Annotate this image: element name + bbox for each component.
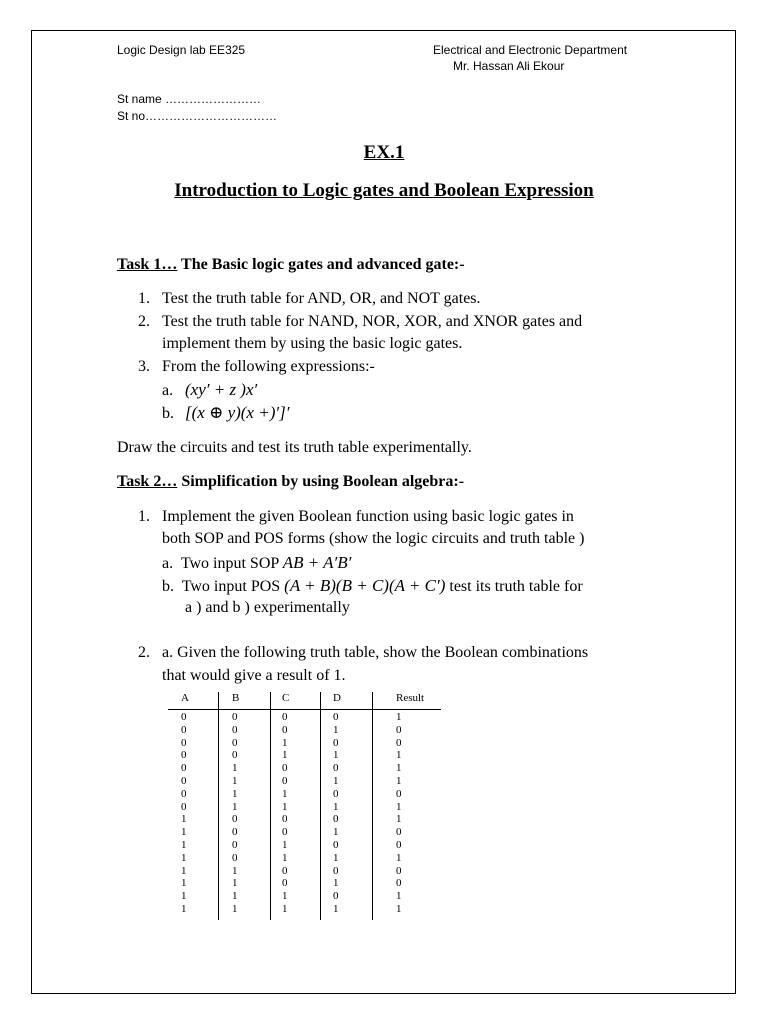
truth-table-cell: 1 bbox=[282, 903, 288, 915]
truth-table-cell: 1 bbox=[333, 903, 339, 915]
truth-table-cell: 1 bbox=[282, 787, 288, 800]
truth-table-cell: 1 bbox=[396, 800, 402, 813]
task2-heading bbox=[117, 473, 464, 491]
expr-b: [(x ⊕ y)(x +)′]′ bbox=[185, 403, 290, 422]
truth-table-cell: 1 bbox=[333, 775, 339, 787]
truth-table-cell: 1 bbox=[333, 851, 339, 864]
department-label: Electrical and Electronic Department bbox=[433, 43, 628, 57]
pos-label: b. bbox=[162, 578, 174, 595]
truth-table-cell: 0 bbox=[181, 800, 187, 813]
task1-heading bbox=[117, 256, 465, 274]
truth-table-cell: 0 bbox=[396, 839, 402, 851]
task2-item-num-2: 2. bbox=[138, 644, 150, 661]
truth-table-cell: 1 bbox=[181, 877, 187, 890]
truth-table-header-result: Result bbox=[396, 692, 425, 704]
truth-table-cell: 0 bbox=[282, 711, 288, 723]
truth-table-cell: 0 bbox=[333, 787, 339, 800]
truth-table-cell: 1 bbox=[232, 903, 238, 915]
student-name-field[interactable]: St name …………………… bbox=[117, 92, 262, 106]
pos-line-cont: a ) and b ) experimentally bbox=[185, 599, 350, 616]
task2-item-2-cont: that would give a result of 1. bbox=[162, 667, 346, 684]
truth-table-cell: 1 bbox=[396, 890, 402, 903]
truth-table-cell: 0 bbox=[181, 787, 187, 800]
truth-table-cell: 1 bbox=[232, 890, 238, 903]
pos-line bbox=[162, 576, 583, 596]
truth-table-cell: 1 bbox=[181, 864, 187, 877]
truth-table-cell: 0 bbox=[396, 787, 402, 800]
truth-table-cell: 1 bbox=[282, 749, 288, 762]
truth-table-cell: 1 bbox=[181, 826, 187, 839]
truth-table-cell: 0 bbox=[396, 877, 402, 890]
truth-table-cell: 0 bbox=[333, 839, 339, 851]
truth-table-cell: 1 bbox=[333, 800, 339, 813]
truth-table-cell: 0 bbox=[333, 762, 339, 775]
sop-expr: AB + A′B′ bbox=[282, 553, 352, 572]
task2-item-1-cont: both SOP and POS forms (show the logic circuits and truth table ) bbox=[162, 530, 585, 547]
truth-table-cell: 0 bbox=[181, 775, 187, 787]
pos-text: Two input POS bbox=[181, 578, 285, 595]
task1-label: Task 1… bbox=[117, 256, 178, 273]
truth-table-cell: 0 bbox=[333, 736, 339, 749]
task1-draw-instruction: Draw the circuits and test its truth table experimentally. bbox=[117, 439, 472, 456]
truth-table-cell: 0 bbox=[333, 864, 339, 877]
task2-item-2: a. Given the following truth table, show the Boolean combinations bbox=[162, 644, 589, 661]
truth-table-cell: 0 bbox=[396, 736, 402, 749]
truth-table-cell: 1 bbox=[396, 775, 402, 787]
truth-table-cell: 1 bbox=[333, 723, 339, 736]
truth-table-cell: 0 bbox=[181, 749, 187, 762]
truth-table-cell: 0 bbox=[333, 890, 339, 903]
truth-table-cell: 1 bbox=[396, 851, 402, 864]
truth-table-cell: 1 bbox=[181, 903, 187, 915]
truth-table-cell: 0 bbox=[232, 749, 238, 762]
task1-item-2-cont: implement them by using the basic logic gates. bbox=[162, 335, 463, 352]
sop-text: Two input SOP bbox=[180, 555, 283, 572]
truth-table-cell: 1 bbox=[282, 839, 288, 851]
truth-table-cell: 0 bbox=[282, 762, 288, 775]
truth-table-cell: 0 bbox=[232, 839, 238, 851]
truth-table-cell: 1 bbox=[333, 749, 339, 762]
truth-table-cell: 0 bbox=[232, 736, 238, 749]
truth-table-cell: 0 bbox=[396, 826, 402, 839]
expr-b-label: b. bbox=[162, 405, 174, 422]
task1-item-num-2: 2. bbox=[138, 313, 150, 330]
sop-line bbox=[162, 553, 351, 573]
student-number-field[interactable]: St no…………………………… bbox=[117, 109, 278, 123]
truth-table-cell: 0 bbox=[282, 813, 288, 826]
truth-table-cell: 0 bbox=[282, 877, 288, 890]
truth-table-header-d: D bbox=[333, 692, 341, 704]
page-title: Introduction to Logic gates and Boolean Expression bbox=[174, 180, 594, 201]
truth-table-cell: 0 bbox=[181, 711, 187, 723]
truth-table-cell: 1 bbox=[232, 787, 238, 800]
truth-table-cell: 0 bbox=[232, 826, 238, 839]
truth-table-cell: 1 bbox=[232, 864, 238, 877]
task1-item-2: Test the truth table for NAND, NOR, XOR, and XNOR gates and bbox=[162, 313, 583, 330]
task1-item-3: From the following expressions:- bbox=[162, 358, 375, 375]
truth-table-header-b: B bbox=[232, 692, 240, 704]
sop-label: a. bbox=[162, 555, 174, 572]
expr-a: (xy′ + z )x′ bbox=[185, 380, 258, 399]
truth-table-cell: 0 bbox=[282, 864, 288, 877]
truth-table-cell: 1 bbox=[396, 711, 402, 723]
task1-item-1: Test the truth table for AND, OR, and NOT gates. bbox=[162, 290, 481, 307]
truth-table-cell: 1 bbox=[181, 813, 187, 826]
truth-table-cell: 0 bbox=[282, 775, 288, 787]
truth-table-cell: 1 bbox=[282, 736, 288, 749]
instructor-label: Mr. Hassan Ali Ekour bbox=[453, 59, 565, 73]
truth-table-cell: 0 bbox=[282, 723, 288, 736]
pos-tail: test its truth table for bbox=[445, 578, 583, 595]
pos-expr: (A + B)(B + C)(A + C′) bbox=[284, 576, 446, 595]
truth-table-cell: 0 bbox=[181, 762, 187, 775]
truth-table-cell: 1 bbox=[181, 890, 187, 903]
truth-table-cell: 1 bbox=[333, 877, 339, 890]
truth-table-header-a: A bbox=[181, 692, 189, 704]
course-label: Logic Design lab EE325 bbox=[117, 43, 246, 57]
truth-table-cell: 0 bbox=[232, 813, 238, 826]
truth-table-cell: 0 bbox=[333, 711, 339, 723]
truth-table-cell: 1 bbox=[396, 749, 402, 762]
task1-item-num-1: 1. bbox=[138, 290, 150, 307]
truth-table-cell: 0 bbox=[396, 864, 402, 877]
truth-table-cell: 1 bbox=[181, 851, 187, 864]
truth-table-cell: 0 bbox=[181, 723, 187, 736]
truth-table-cell: 0 bbox=[232, 723, 238, 736]
truth-table-cell: 1 bbox=[232, 775, 238, 787]
task2-title: Simplification by using Boolean algebra:- bbox=[177, 473, 465, 490]
task1-title: The Basic logic gates and advanced gate:- bbox=[177, 256, 465, 273]
exercise-number: EX.1 bbox=[363, 142, 405, 163]
truth-table-cell: 1 bbox=[232, 877, 238, 890]
truth-table-cell: 1 bbox=[396, 903, 402, 915]
truth-table-cell: 1 bbox=[282, 800, 288, 813]
truth-table-cell: 0 bbox=[396, 723, 402, 736]
truth-table-cell: 0 bbox=[232, 711, 238, 723]
truth-table-cell: 1 bbox=[181, 839, 187, 851]
task1-item-num-3: 3. bbox=[138, 358, 150, 375]
truth-table-cell: 0 bbox=[181, 736, 187, 749]
truth-table-header-c: C bbox=[282, 692, 290, 704]
truth-table-cell: 1 bbox=[333, 826, 339, 839]
truth-table-cell: 0 bbox=[232, 851, 238, 864]
truth-table-cell: 1 bbox=[282, 851, 288, 864]
truth-table-cell: 0 bbox=[333, 813, 339, 826]
truth-table-cell: 1 bbox=[396, 762, 402, 775]
truth-table-cell: 1 bbox=[282, 890, 288, 903]
task2-item-1: Implement the given Boolean function using basic logic gates in bbox=[162, 508, 574, 525]
truth-table-cell: 0 bbox=[282, 826, 288, 839]
task2-item-num-1: 1. bbox=[138, 508, 150, 525]
task2-label: Task 2… bbox=[117, 473, 178, 490]
truth-table-cell: 1 bbox=[232, 762, 238, 775]
truth-table-cell: 1 bbox=[232, 800, 238, 813]
truth-table-cell: 1 bbox=[396, 813, 402, 826]
expr-a-label: a. bbox=[162, 382, 174, 399]
